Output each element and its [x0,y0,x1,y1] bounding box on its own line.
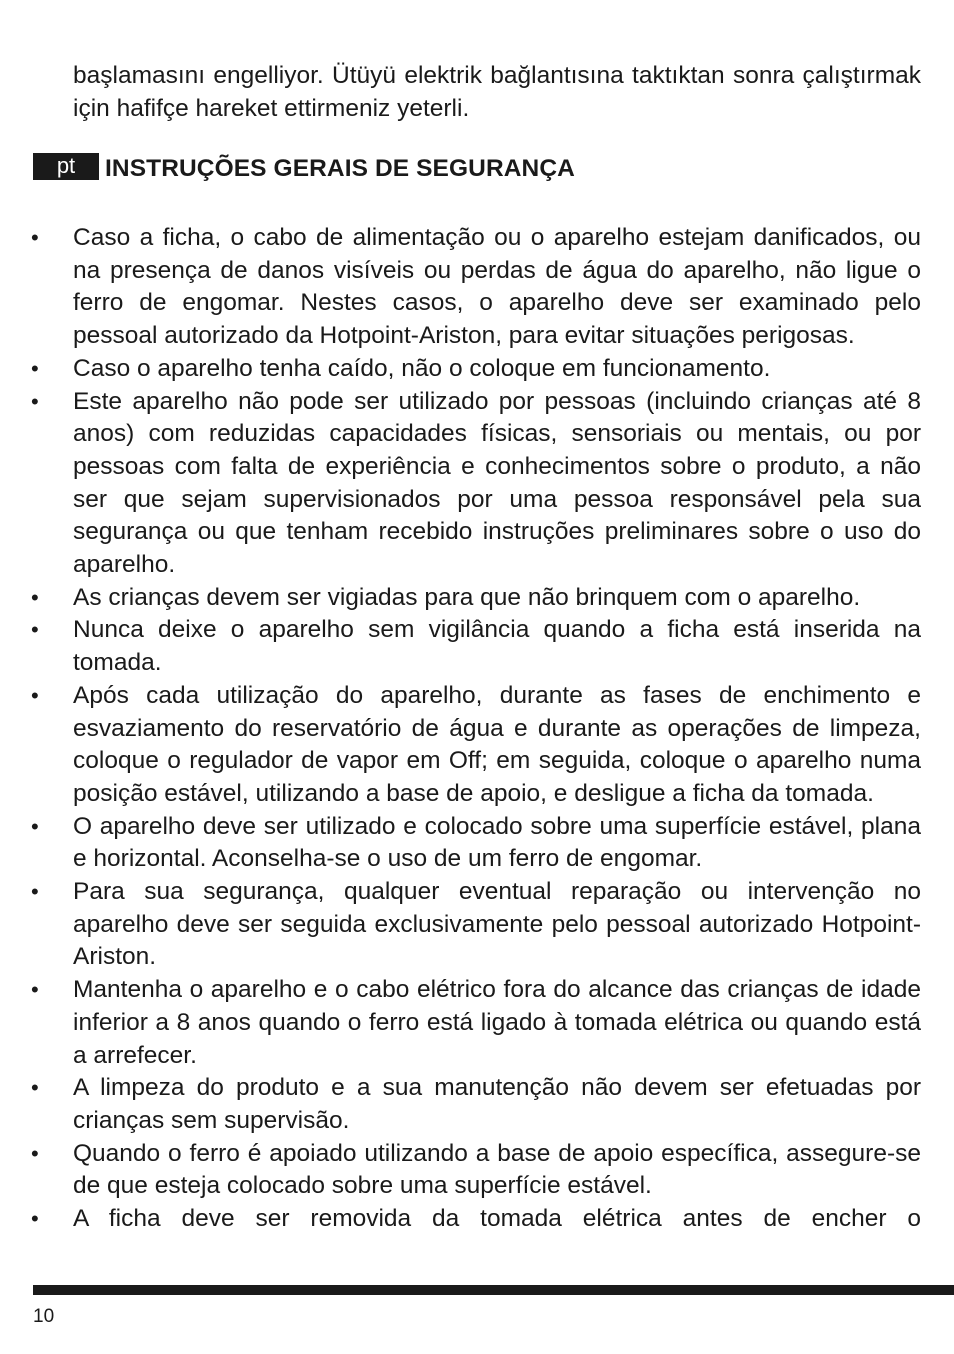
safety-instructions-list [0,222,954,1236]
list-item [0,974,921,1072]
list-item-text: A ficha deve ser removida da tomada elétrica antes de encher o [73,1205,921,1233]
footer-divider [33,1285,954,1295]
bullet-icon: • [31,813,39,839]
list-item [0,386,921,582]
section-heading [33,152,575,186]
bullet-icon: • [31,225,39,250]
bullet-icon: • [31,355,39,381]
bullet-icon: • [31,388,39,414]
list-item [0,1138,921,1203]
list-item-text: Caso o aparelho tenha caído, não o coloque em funcionamento. [73,354,771,382]
bullet-icon: • [31,1206,39,1232]
bullet-icon: • [31,879,39,905]
list-item-text: O aparelho deve ser utilizado e colocado sobre uma superfície estável, plana e horizontal. Aconselha-se o uso de um ferro de engomar. [73,812,921,873]
list-item-text: Para sua segurança, qualquer eventual reparação ou intervenção no aparelho deve ser seguida exclusivamente pelo pessoal autorizado Hotpoint-Ariston. [73,878,921,971]
bullet-icon: • [31,584,39,610]
section-title: INSTRUÇÕES GERAIS DE SEGURANÇA [105,155,575,182]
bullet-icon: • [31,617,39,643]
list-item [0,1072,921,1137]
list-item-text: Este aparelho não pode ser utilizado por pessoas (incluindo crianças até 8 anos) com reduzidas capacidades físicas, sensoriais ou mentais, ou por pessoas com falta de experiência e conhecimentos sobre o produto, a não ser que sejam supervisionados por uma pessoa responsável pela sua segurança ou que tenham recebido instruções preliminares sobre o uso do aparelho. [73,387,921,579]
bullet-icon: • [31,977,39,1003]
list-item [0,614,921,679]
list-item [0,582,921,615]
list-item [0,353,921,386]
bullet-icon: • [31,1075,39,1101]
bullet-icon: • [31,1140,39,1166]
language-tag: pt [33,153,99,180]
list-item-text: Nunca deixe o aparelho sem vigilância quando a ficha está inserida na tomada. [73,616,921,677]
list-item [0,1203,921,1236]
bullet-icon: • [31,682,39,708]
list-item-text: Quando o ferro é apoiado utilizando a base de apoio específica, assegure-se de que esteja colocado sobre uma superfície estável. [73,1139,921,1200]
list-item-text: Após cada utilização do aparelho, durante as fases de enchimento e esvaziamento do reservatório de água e durante as operações de limpeza, coloque o regulador de vapor em Off; em seguida, coloque o aparelho numa posição estável, utilizando a base de apoio, e desligue a ficha da tomada. [73,681,921,807]
list-item-text: As crianças devem ser vigiadas para que não brinquem com o aparelho. [73,583,861,611]
list-item [0,876,921,974]
list-item [0,222,921,353]
list-item [0,811,921,876]
list-item-text: Mantenha o aparelho e o cabo elétrico fora do alcance das crianças de idade inferior a 8 anos quando o ferro está ligado à tomada elétrica ou quando está a arrefecer. [73,976,921,1069]
list-item [0,680,921,811]
page-number: 10 [33,1306,55,1327]
list-item-text: Caso a ficha, o cabo de alimentação ou o aparelho estejam danificados, ou na presença de danos visíveis ou perdas de água do aparelho, não ligue o ferro de engomar. Nestes casos, o aparelho deve ser examinado pelo pessoal autorizado da Hotpoint-Ariston, para evitar situações perigosas. [73,224,921,350]
list-item-text: A limpeza do produto e a sua manutenção não devem ser efetuadas por crianças sem supervisão. [73,1074,921,1134]
intro-paragraph: başlamasını engelliyor. Ütüyü elektrik bağlantısına taktıktan sonra çalıştırmak için hafifçe hareket ettirmeniz yeterli. [73,62,921,122]
